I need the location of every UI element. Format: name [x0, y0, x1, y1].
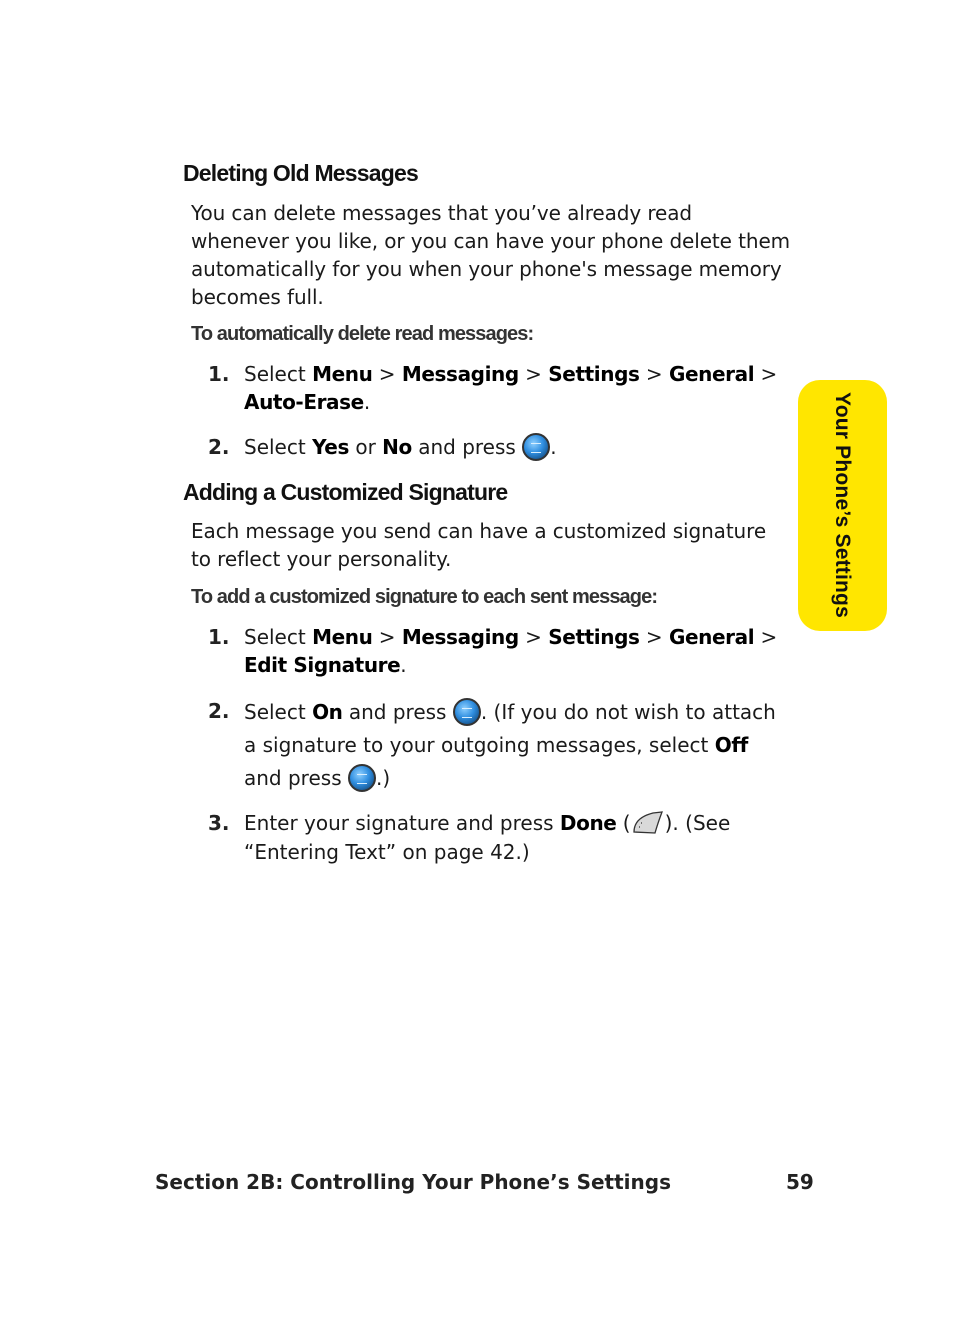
step-select-yes-no	[208, 433, 788, 463]
section-heading-signature: Adding a Customized Signature	[183, 479, 508, 505]
section-body-signature: Each message you send can have a customized signature to reflect your personality.	[191, 519, 767, 571]
step-text: Select On and press . (If you do not wish to attach a signature to your outgoing messages, select Off and press .)	[244, 696, 788, 795]
step-select-on	[208, 696, 788, 795]
step-enter-signature	[208, 809, 788, 866]
page-number: 59	[786, 1170, 814, 1194]
step-text: Select Yes or No and press .	[244, 433, 788, 463]
menu-ok-key-icon	[348, 764, 376, 792]
left-softkey-icon	[631, 810, 665, 836]
step-number: 2.	[208, 699, 230, 723]
step-text: Select Menu > Messaging > Settings > General > Edit Signature.	[244, 625, 778, 677]
menu-ok-key-icon	[522, 433, 550, 461]
step-number: 3.	[208, 811, 230, 835]
step-text: Enter your signature and press Done ( ). (See “Entering Text” on page 42.)	[244, 811, 731, 864]
step-number: 1.	[208, 625, 230, 649]
step-number: 2.	[208, 435, 230, 459]
footer-section-title: Section 2B: Controlling Your Phone’s Settings	[155, 1170, 671, 1194]
step-edit-signature-path	[208, 623, 788, 679]
step-text: Select Menu > Messaging > Settings > General > Auto-Erase.	[244, 362, 778, 414]
section-side-tab	[798, 380, 887, 631]
side-tab-label: Your Phone’s Settings	[831, 392, 854, 618]
menu-ok-key-icon	[453, 698, 481, 726]
procedure-subhead-auto-delete: To automatically delete read messages:	[191, 323, 534, 345]
procedure-subhead-signature: To add a customized signature to each sent message:	[191, 586, 658, 608]
step-auto-erase-path	[208, 360, 788, 416]
section-body-deleting: You can delete messages that you’ve already read whenever you like, or you can have your phone delete them automatically for you when your phone's message memory becomes full.	[191, 201, 791, 309]
section-heading-deleting: Deleting Old Messages	[183, 160, 418, 186]
step-number: 1.	[208, 362, 230, 386]
